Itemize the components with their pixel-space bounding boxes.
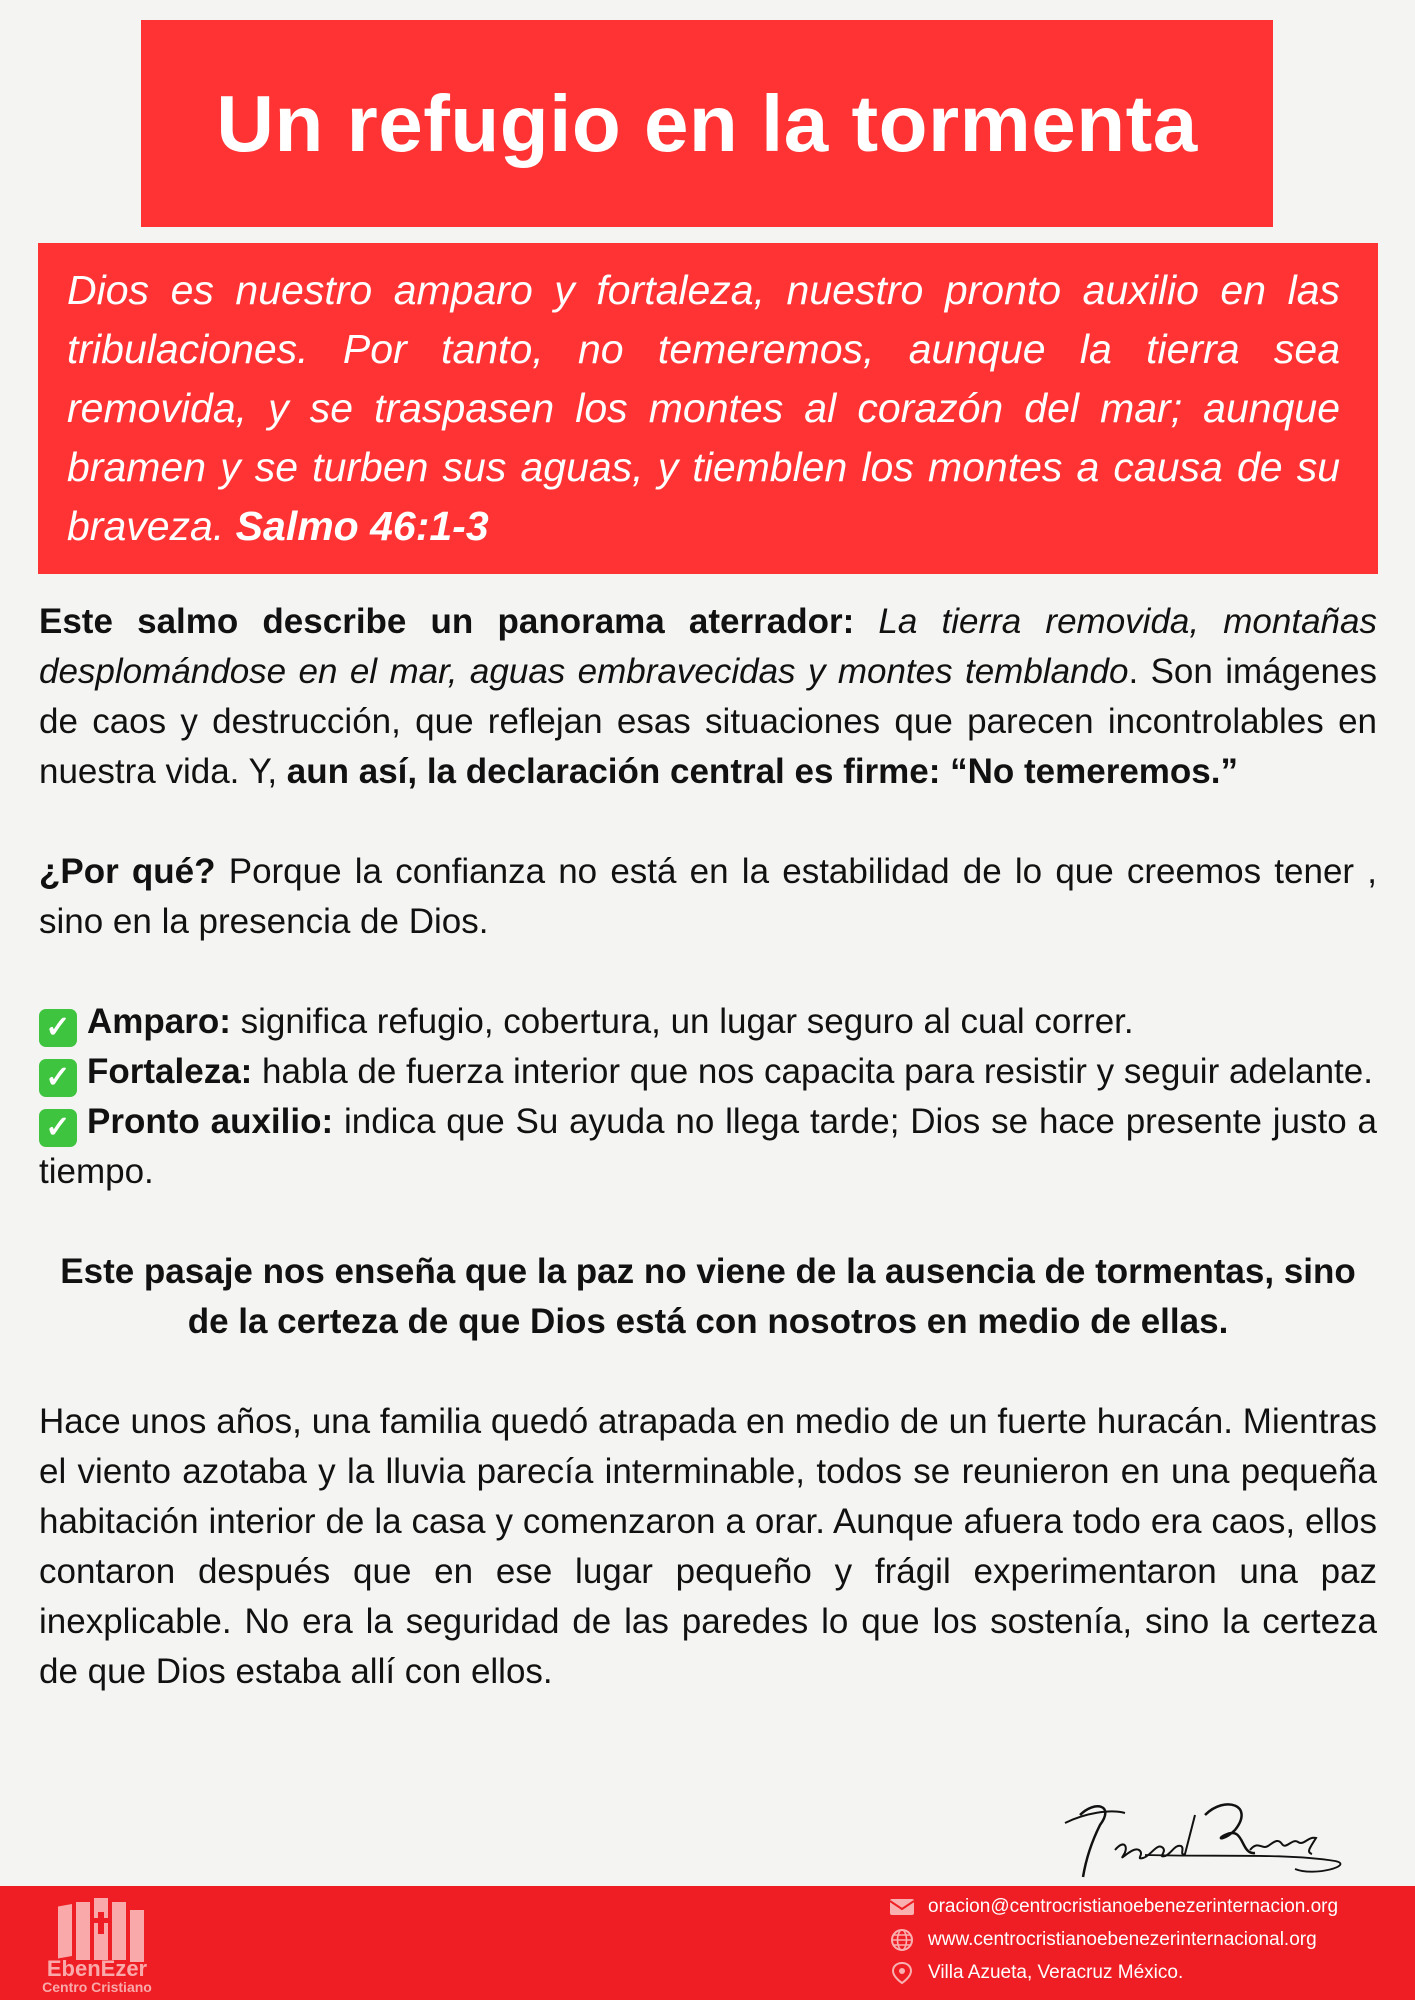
intro-plain: . Son imágenes de caos y destrucción, que reflejan esas situaciones que parecen incontrolables en nuestra vida. Y, [39, 652, 1377, 791]
intro-closing: aun así, la declaración central es firme: “No temeremos.” [286, 752, 1238, 791]
why-answer: Porque la confianza no está en la estabilidad de lo que creemos tener , sino en la presencia de Dios. [39, 852, 1377, 941]
point-text: habla de fuerza interior que nos capacita para resistir y seguir adelante. [252, 1052, 1373, 1091]
check-mark-icon: ✓ [39, 1009, 77, 1047]
intro-italic: La tierra removida, montañas desplomándose en el mar, aguas embravecidas y montes temblando [39, 602, 1377, 691]
verse-paragraph [67, 261, 1340, 556]
point-amparo [39, 997, 1377, 1047]
globe-icon [888, 1928, 916, 1952]
story-paragraph: Hace unos años, una familia quedó atrapada en medio de un fuerte huracán. Mientras el viento azotaba y la lluvia parecía interminable, todos se reunieron en una pequeña habitación interior de la casa y comenzaron a orar. Aunque afuera todo era caos, ellos contaron después que en ese lugar pequeño y frágil experimentaron una paz inexplicable. No era la seguridad de las paredes lo que los sostenía, sino la certeza de que Dios estaba allí con ellos. [39, 1402, 1377, 1691]
check-mark-icon: ✓ [39, 1109, 77, 1147]
signature-scribble [1055, 1795, 1355, 1885]
email-link[interactable]: oracion@centrocristianoebenezerinternacion.org [928, 1895, 1339, 1917]
verse-text: Dios es nuestro amparo y fortaleza, nuestro pronto auxilio en las tribulaciones. Por tanto, no temeremos, aunque la tierra sea removida, y se traspasen los montes al corazón del mar; aunque bramen y se turben sus aguas, y tiemblen los montes a causa de su braveza. [67, 267, 1340, 549]
intro-lead: Este salmo describe un panorama aterrador: [39, 602, 855, 641]
envelope-icon [888, 1895, 916, 1919]
location-pin-icon [888, 1961, 916, 1985]
signature [1055, 1795, 1355, 1885]
contact-location [888, 1956, 1338, 1989]
point-text: significa refugio, cobertura, un lugar seguro al cual correr. [230, 1002, 1134, 1041]
point-term: Fortaleza: [87, 1052, 253, 1091]
devotional-body [39, 597, 1377, 1697]
title-banner [141, 20, 1273, 227]
lesson-statement: Este pasaje nos enseña que la paz no viene de la ausencia de tormentas, sino de la certeza de que Dios está con nosotros en medio de ellas. [60, 1252, 1356, 1341]
contact-email[interactable] [888, 1890, 1338, 1923]
why-paragraph [39, 847, 1377, 947]
verse-box [38, 243, 1378, 574]
point-pronto-auxilio [39, 1097, 1377, 1197]
verse-reference: Salmo 46:1-3 [235, 503, 489, 549]
intro-paragraph [39, 597, 1377, 797]
contact-website[interactable] [888, 1923, 1338, 1956]
point-term: Pronto auxilio: [87, 1102, 334, 1141]
page-title: Un refugio en la tormenta [216, 78, 1198, 168]
point-fortaleza [39, 1047, 1377, 1097]
logo-name: EbenEzer [46, 1956, 148, 1981]
contact-info [888, 1890, 1338, 1989]
check-mark-icon: ✓ [39, 1059, 77, 1097]
point-term: Amparo: [87, 1002, 231, 1041]
website-link[interactable]: www.centrocristianoebenezerinternacional.org [928, 1928, 1317, 1950]
location-text: Villa Azueta, Veracruz México. [928, 1961, 1184, 1983]
point-text: indica que Su ayuda no llega tarde; Dios se hace presente justo a tiempo. [39, 1102, 1377, 1191]
footer [0, 1886, 1415, 2000]
why-question: ¿Por qué? [39, 852, 216, 891]
logo-subtitle: Centro Cristiano [42, 1979, 152, 1995]
